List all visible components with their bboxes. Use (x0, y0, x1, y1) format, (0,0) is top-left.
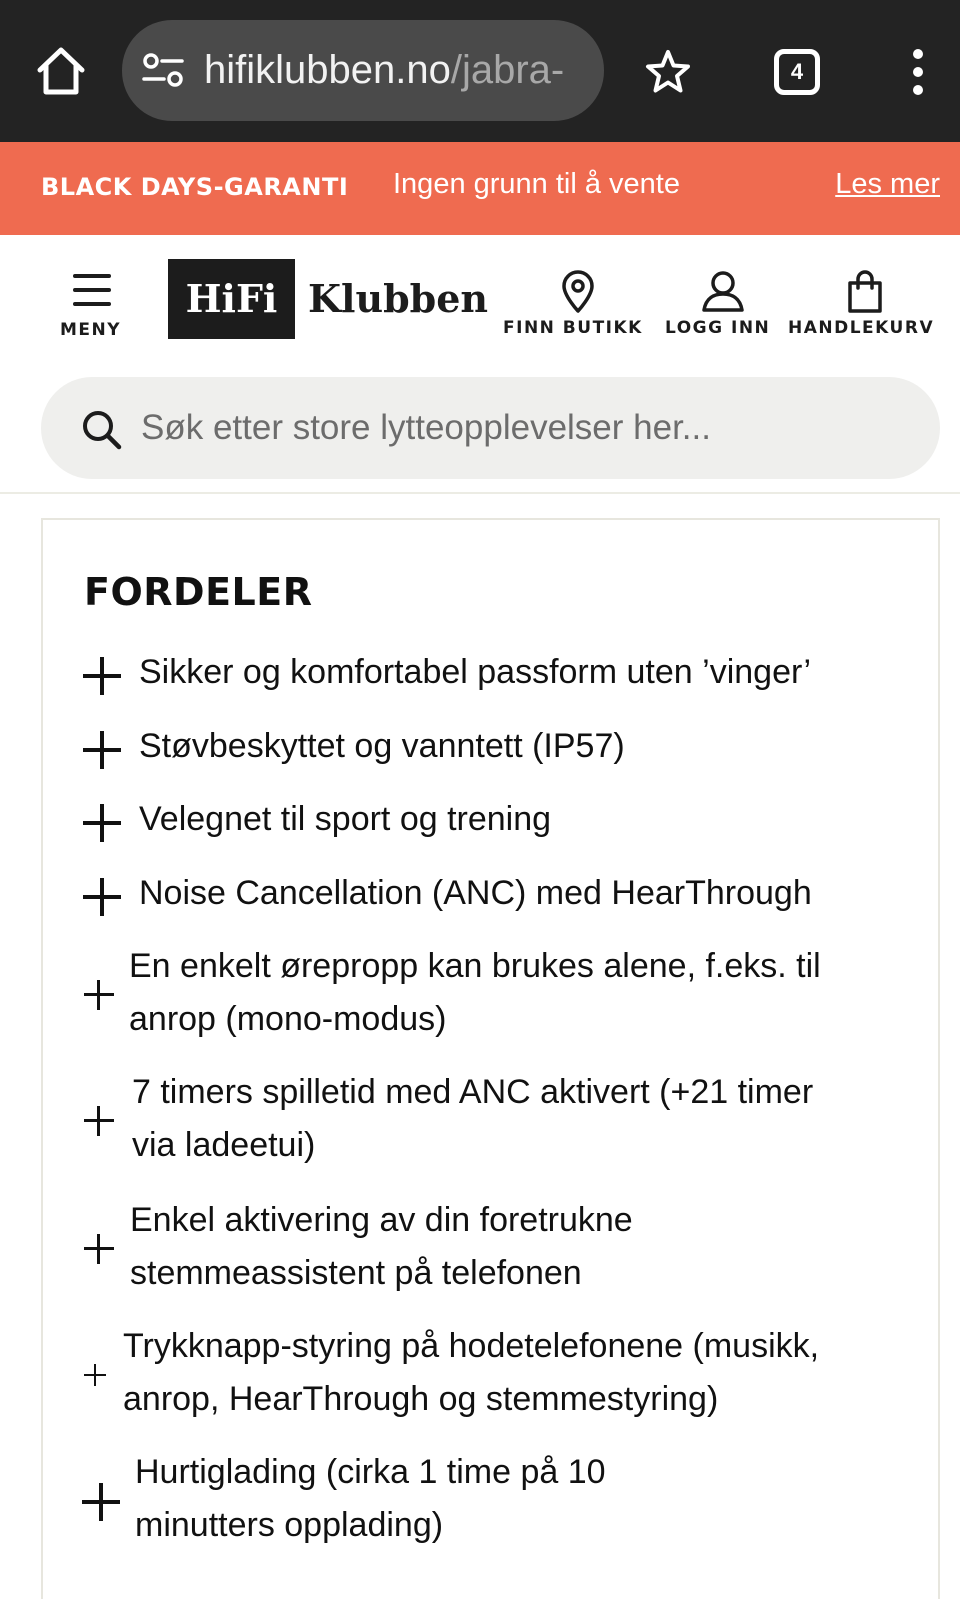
address-bar[interactable] (122, 20, 604, 121)
benefit-item (43, 646, 942, 706)
plus-icon (82, 1483, 120, 1521)
search-input[interactable] (141, 401, 901, 455)
header-divider (0, 492, 960, 494)
bookmark-star-icon[interactable] (644, 48, 692, 96)
login-label: LOGG INN (665, 318, 771, 338)
benefit-text-line1: 7 timers spilletid med ANC aktivert (+21 timer (132, 1073, 814, 1111)
url-path: /jabra- (450, 48, 565, 92)
shopping-bag-icon (845, 270, 885, 319)
benefit-item (43, 793, 942, 853)
benefit-item (43, 867, 942, 927)
benefit-text-line1: Hurtiglading (cirka 1 time på 10 (135, 1453, 606, 1491)
login-button[interactable] (665, 264, 781, 344)
plus-icon (83, 657, 121, 695)
plus-icon (83, 804, 121, 842)
site-settings-icon[interactable] (142, 52, 184, 88)
tab-switcher-button[interactable] (774, 49, 820, 95)
hamburger-icon (73, 274, 111, 306)
more-menu-icon[interactable] (906, 46, 930, 98)
promo-title: BLACK DAYS-GARANTI (41, 173, 349, 201)
search-bar[interactable] (41, 377, 940, 479)
promo-subtitle: Ingen grunn til å vente (393, 168, 680, 200)
benefit-item (43, 940, 942, 1048)
benefit-item (43, 1446, 942, 1554)
plus-icon (84, 1364, 106, 1386)
user-icon (700, 270, 746, 319)
url-host: hifiklubben.no (204, 48, 451, 92)
benefit-text-line2: anrop, HearThrough og stemmestyring) (123, 1380, 719, 1418)
home-icon[interactable] (34, 44, 88, 98)
plus-icon (83, 878, 121, 916)
benefit-item (43, 1320, 942, 1428)
benefits-title: FORDELER (84, 570, 313, 614)
cart-label: HANDLEKURV (788, 318, 935, 338)
promo-banner (0, 142, 960, 235)
tab-count: 4 (790, 59, 804, 84)
benefit-text-line2: stemmeassistent på telefonen (130, 1254, 582, 1292)
benefit-item (43, 1066, 942, 1174)
logo-klubben: Klubben (308, 276, 489, 321)
benefit-item (43, 720, 942, 780)
location-pin-icon (560, 270, 596, 319)
benefit-text-line2: minutters opplading) (135, 1506, 444, 1544)
benefit-text: Velegnet til sport og trening (139, 800, 552, 838)
plus-icon (83, 731, 121, 769)
benefit-text: Støvbeskyttet og vanntett (IP57) (139, 727, 625, 765)
find-store-button[interactable] (503, 264, 651, 344)
plus-icon (84, 1106, 114, 1136)
benefit-text-line2: anrop (mono-modus) (129, 1000, 447, 1038)
plus-icon (84, 980, 114, 1010)
benefit-text: Sikker og komfortabel passform uten ’vinger’ (139, 653, 812, 691)
site-logo[interactable] (168, 259, 489, 339)
benefit-text-line1: Enkel aktivering av din foretrukne (130, 1201, 633, 1239)
logo-hifi: HiFi (168, 259, 295, 339)
benefit-text: Noise Cancellation (ANC) med HearThrough (139, 874, 812, 912)
benefits-card (41, 518, 940, 1599)
benefit-item (43, 1194, 942, 1302)
promo-read-more-link[interactable]: Les mer (835, 168, 940, 200)
url-text (204, 44, 584, 96)
cart-button[interactable] (788, 264, 940, 344)
benefit-text-line1: Trykknapp-styring på hodetelefonene (musikk, (123, 1327, 820, 1365)
browser-toolbar (0, 0, 960, 142)
menu-button[interactable] (56, 268, 126, 344)
menu-label: MENY (60, 320, 122, 340)
benefit-text-line2: via ladeetui) (132, 1126, 316, 1164)
plus-icon (84, 1234, 114, 1264)
benefit-text-line1: En enkelt ørepropp kan brukes alene, f.eks. til (129, 947, 821, 985)
search-icon[interactable] (81, 409, 123, 451)
find-store-label: FINN BUTIKK (503, 318, 643, 338)
